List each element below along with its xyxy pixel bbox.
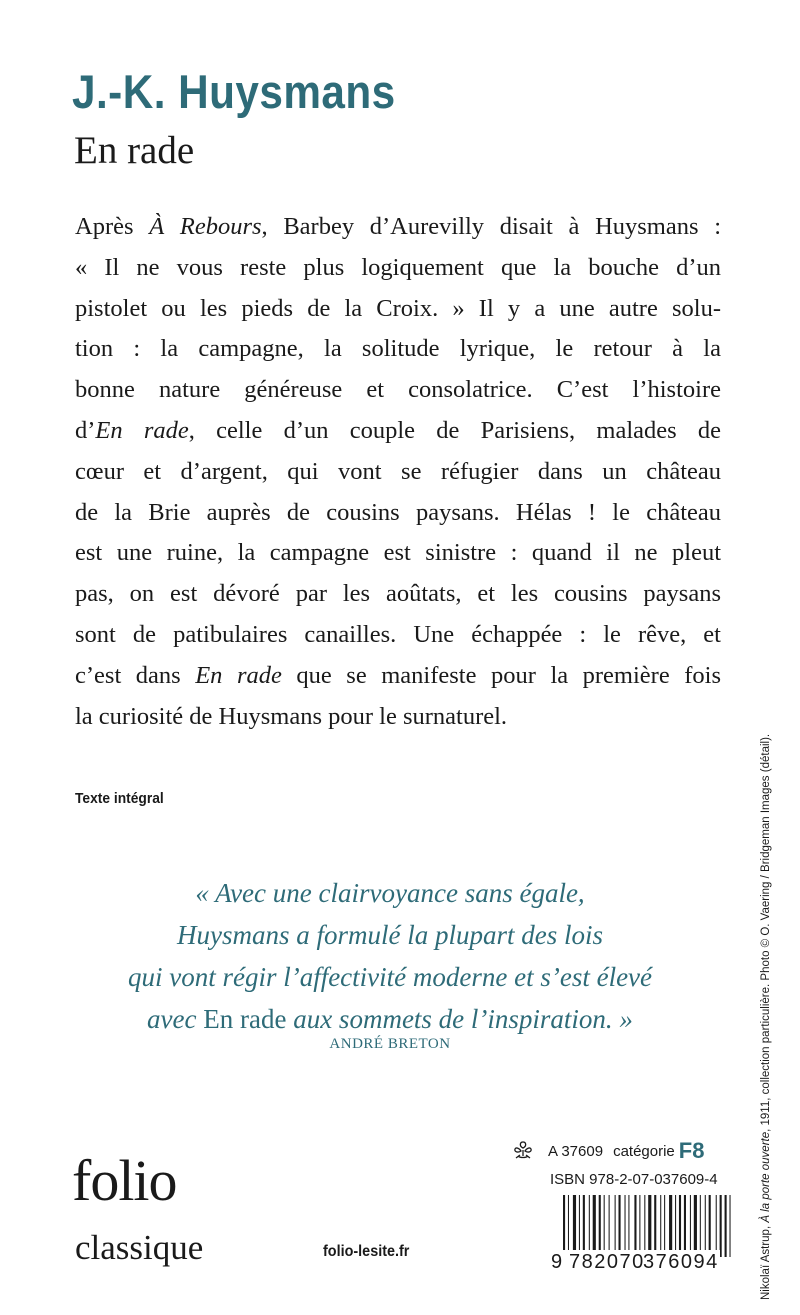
barcode-bar (725, 1195, 727, 1257)
book-title: En rade (74, 129, 195, 172)
barcode-bar (568, 1195, 569, 1257)
barcode-bar (593, 1195, 596, 1257)
barcode-digit-prefix: 9 (551, 1251, 563, 1273)
quote-line: qui vont régir l’affectivité moderne et s’est élevé (127, 962, 653, 992)
isbn-barcode (551, 1195, 720, 1275)
blurb-line: cœur et d’argent, qui vont se réfugier dans un château (75, 457, 721, 485)
blurb-line: pas, on est dévoré par les aoûtats, et les cousins paysans (75, 580, 721, 608)
collection-name: classique (75, 1228, 204, 1267)
barcode-digits-left: 782070 (569, 1251, 645, 1273)
barcode-bar (684, 1195, 686, 1257)
author-name: J.-K. Huysmans (72, 65, 396, 118)
blurb-line: Après À Rebours, Barbey d’Aurevilly disait à Huysmans : (75, 213, 721, 240)
edition-label: Texte intégral (75, 790, 164, 807)
barcode-bars (563, 1195, 731, 1257)
book-title-reference: En rade (95, 416, 189, 444)
barcode-bar (716, 1195, 717, 1257)
back-cover-blurb (75, 207, 721, 737)
barcode-bar (730, 1195, 731, 1257)
category-value: F8 (678, 1138, 705, 1163)
barcode-bar (694, 1195, 697, 1257)
barcode-bar (720, 1195, 722, 1257)
isbn: ISBN 978-2-07-037609-4 (550, 1171, 718, 1188)
barcode-bar (634, 1195, 636, 1257)
barcode-bar (679, 1195, 681, 1257)
credit-text: , 1911, collection particulière. Photo © O. Vaering / Bridgeman Images (détail). (760, 733, 772, 1132)
barcode-bar (579, 1195, 580, 1257)
blurb-line: c’est dans En rade que se manifeste pour la première fois (75, 661, 721, 689)
barcode-bar (648, 1195, 651, 1257)
catalog-number: A 37609 (548, 1143, 604, 1160)
quote-line (60, 998, 720, 1040)
category-label: catégorie (613, 1143, 675, 1160)
publisher-website[interactable]: folio-lesite.fr (323, 1243, 410, 1260)
barcode-bar (639, 1195, 640, 1257)
barcode-bar (583, 1195, 585, 1257)
credit-artwork-title: À la porte ouverte (760, 1131, 772, 1223)
barcode-bar (654, 1195, 656, 1257)
blurb-line: de la Brie auprès de cousins paysans. Hélas ! le château (75, 498, 721, 526)
barcode-bar (644, 1195, 645, 1257)
cover-image-credit (760, 620, 772, 1300)
blurb-line: est une ruine, la campagne est sinistre : quand il ne pleut (75, 539, 721, 567)
critic-quote (60, 872, 720, 1040)
barcode-bar (604, 1195, 605, 1257)
quote-title-reference: En rade (203, 1004, 287, 1034)
quote-text: aux sommets de l’inspiration. » (286, 1004, 633, 1034)
quote-text: avec (147, 1004, 204, 1034)
blurb-line: bonne nature généreuse et consolatrice. C’est l’histoire (75, 376, 721, 404)
blurb-line: tion : la campagne, la solitude lyrique, le retour à la (75, 335, 721, 363)
barcode-bar (675, 1195, 676, 1257)
quote-author: ANDRÉ BRETON (329, 1036, 451, 1052)
blurb-line: pistolet ou les pieds de la Croix. » Il y a une autre solu- (75, 294, 721, 322)
credit-text: Nikolaï Astrup, (760, 1222, 772, 1300)
book-title-reference: En rade (195, 661, 282, 689)
barcode-digits-right: 376094 (643, 1251, 719, 1273)
barcode-bar (664, 1195, 665, 1257)
barcode-bar (709, 1195, 711, 1257)
barcode-bar (700, 1195, 701, 1257)
quote-line: Huysmans a formulé la plupart des lois (176, 920, 603, 950)
blurb-line: d’En rade, celle d’un couple de Parisiens, malades de (75, 416, 722, 444)
barcode-bar (615, 1195, 616, 1257)
blurb-line: sont de patibulaires canailles. Une échappée : le rêve, et (75, 620, 721, 648)
quote-line: « Avec une clairvoyance sans égale, (195, 878, 585, 908)
blurb-line: « Il ne vous reste plus logiquement que la bouche d’un (75, 253, 721, 281)
book-title-reference: À Rebours (149, 213, 262, 240)
barcode-bar (625, 1195, 626, 1257)
barcode-bar (628, 1195, 629, 1257)
barcode-bar (619, 1195, 621, 1257)
barcode-bar (573, 1195, 576, 1257)
folio-logo: folio (72, 1148, 177, 1213)
barcode-bar (690, 1195, 691, 1257)
barcode-bar (705, 1195, 706, 1257)
gallimard-flower-mark-icon (512, 1140, 538, 1164)
blurb-line: la curiosité de Huysmans pour le surnaturel. (75, 702, 508, 730)
barcode-bar (599, 1195, 601, 1257)
barcode-bar (660, 1195, 661, 1257)
barcode-bar (669, 1195, 672, 1257)
barcode-bar (609, 1195, 610, 1257)
barcode-bar (563, 1195, 565, 1257)
barcode-bar (589, 1195, 590, 1257)
